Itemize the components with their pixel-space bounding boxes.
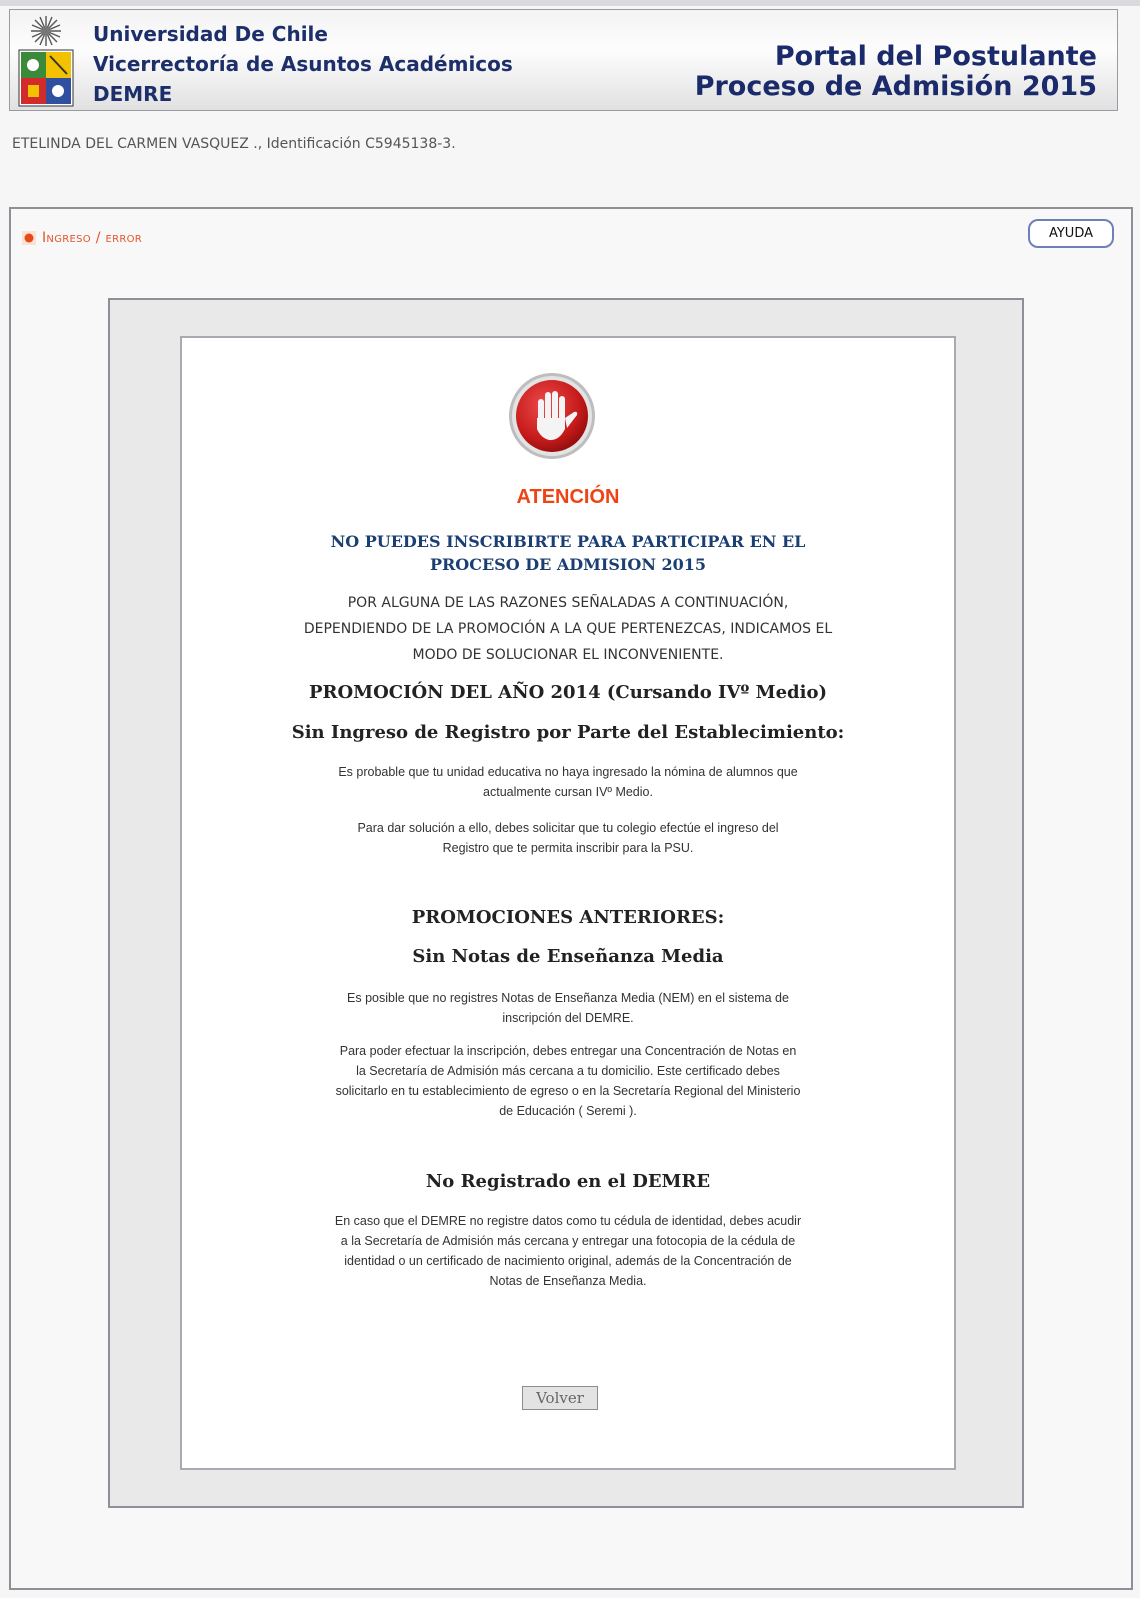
paragraph-line: Es probable que tu unidad educativa no haya ingresado la nómina de alumnos que [338,765,798,779]
message-card [180,336,956,1470]
paragraph-line: la Secretaría de Admisión más cercana a tu domicilio. Este certificado debes [356,1064,780,1078]
no-registry-title: Sin Ingreso de Registro por Parte del Establecimiento: [291,722,845,743]
paragraph-line: a la Secretaría de Admisión más cercana y entregar una fotocopia de la cédula de [340,1234,796,1248]
reasons-text [242,590,894,668]
paragraph-line: actualmente cursan IVº Medio. [483,785,653,799]
header-banner [9,9,1118,111]
previous-promotions-title: PROMOCIONES ANTERIORES: [411,907,725,928]
paragraph-line: En caso que el DEMRE no registre datos como tu cédula de identidad, debes acudir [334,1214,802,1228]
main-message-line: PROCESO DE ADMISION 2015 [429,555,707,574]
university-name: Universidad De Chile [93,22,328,46]
message-frame [108,298,1024,1508]
paragraph-line: Para poder efectuar la inscripción, debes entregar una Concentración de Notas en [339,1044,797,1058]
attention-heading: ATENCIÓN [516,486,620,508]
stop-hand-icon [507,371,597,461]
orange-bullet-icon [22,231,36,245]
back-button[interactable]: Volver [522,1386,598,1410]
paragraph-line: identidad o un certificado de nacimiento original, además de la Concentración de [344,1254,792,1268]
vice-rectory-name: Vicerrectoría de Asuntos Académicos [93,52,513,76]
reasons-line: DEPENDIENDO DE LA PROMOCIÓN A LA QUE PERTENEZCAS, INDICAMOS EL [303,621,833,637]
paragraph-line: inscripción del DEMRE. [502,1011,634,1025]
promo-2014-title: PROMOCIÓN DEL AÑO 2014 (Cursando IVº Medio) [308,682,828,703]
main-message-line: NO PUEDES INSCRIBIRTE PARA PARTICIPAR EN EL [330,532,806,551]
help-button[interactable]: AYUDA [1028,219,1114,248]
reasons-line: MODO DE SOLUCIONAR EL INCONVENIENTE. [412,647,724,663]
main-message [182,530,954,576]
department-name: DEMRE [93,82,173,106]
paragraph-line: Es posible que no registres Notas de Enseñanza Media (NEM) en el sistema de [347,991,789,1005]
content-panel [9,207,1133,1590]
user-identification: ETELINDA DEL CARMEN VASQUEZ ., Identificación C5945138-3. [12,136,456,152]
paragraph-line: solicitarlo en tu establecimiento de egreso o en la Secretaría Regional del Ministerio [335,1084,801,1098]
paragraph-line: de Educación ( Seremi ). [499,1104,637,1118]
not-registered-title: No Registrado en el DEMRE [425,1171,711,1192]
no-registry-solution [262,818,874,858]
process-title: Proceso de Admisión 2015 [694,71,1097,102]
paragraph-line: Notas de Enseñanza Media. [489,1274,647,1288]
no-grades-paragraph [262,988,874,1028]
paragraph-line: Registro que te permita inscribir para la PSU. [442,841,694,855]
top-border [0,0,1140,6]
university-crest-icon [15,13,77,109]
paragraph-line: Para dar solución a ello, debes solicitar que tu colegio efectúe el ingreso del [357,821,779,835]
breadcrumb [22,230,142,246]
reasons-line: POR ALGUNA DE LAS RAZONES SEÑALADAS A CONTINUACIÓN, [347,595,789,611]
no-grades-solution [262,1041,874,1121]
breadcrumb-text: Ingreso / error [42,230,142,246]
no-grades-title: Sin Notas de Enseñanza Media [412,946,724,967]
portal-title: Portal del Postulante [774,41,1097,72]
not-registered-paragraph [262,1211,874,1291]
no-registry-paragraph [262,762,874,802]
